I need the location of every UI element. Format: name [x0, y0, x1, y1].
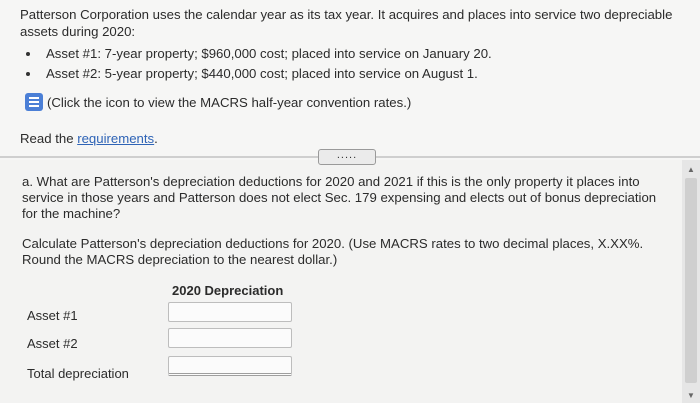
asset-1-depreciation-input[interactable] [168, 302, 292, 322]
column-header-2020-depreciation: 2020 Depreciation [172, 283, 284, 298]
read-requirements-line [20, 131, 158, 146]
vertical-scrollbar[interactable] [682, 160, 700, 403]
row-label-asset-2: Asset #2 [27, 336, 78, 351]
table-icon[interactable] [25, 93, 43, 111]
read-prefix: Read the [20, 131, 78, 146]
expand-more-button[interactable]: ..... [318, 149, 376, 165]
question-text: a. What are Patterson's depreciation deductions for 2020 and 2021 if this is the only property it places into service in those years and Patterson does not elect Sec. 179 expensing and elects out of bonus depreciation for the machine? [22, 174, 657, 221]
row-label-total: Total depreciation [27, 366, 129, 381]
bullet-icon [26, 72, 30, 76]
total-depreciation-input[interactable] [168, 356, 292, 376]
bullet-icon [26, 52, 30, 56]
asset-1-text: Asset #1: 7-year property; $960,000 cost; placed into service on January 20. [46, 46, 492, 61]
triangle-down-icon[interactable]: ▼ [687, 391, 695, 400]
macrs-rates-line [25, 93, 411, 111]
scrollbar-thumb[interactable] [685, 178, 697, 383]
macrs-rates-text: (Click the icon to view the MACRS half-year convention rates.) [47, 94, 412, 110]
instruction-text: Calculate Patterson's depreciation deductions for 2020. (Use MACRS rates to two decimal places, X.XX%. Round the MACRS depreciation to the nearest dollar.) [22, 236, 644, 267]
row-label-asset-1: Asset #1 [27, 308, 78, 323]
asset-list-item [26, 44, 492, 64]
read-suffix: . [154, 131, 158, 146]
asset-list [26, 44, 492, 84]
asset-list-item [26, 64, 492, 84]
intro-text: Patterson Corporation uses the calendar year as its tax year. It acquires and places into service two depreciable assets during 2020: [20, 7, 673, 39]
requirements-link[interactable]: requirements [77, 131, 155, 146]
triangle-up-icon[interactable]: ▲ [687, 165, 695, 174]
asset-2-depreciation-input[interactable] [168, 328, 292, 348]
asset-2-text: Asset #2: 5-year property; $440,000 cost; placed into service on August 1. [46, 66, 478, 81]
